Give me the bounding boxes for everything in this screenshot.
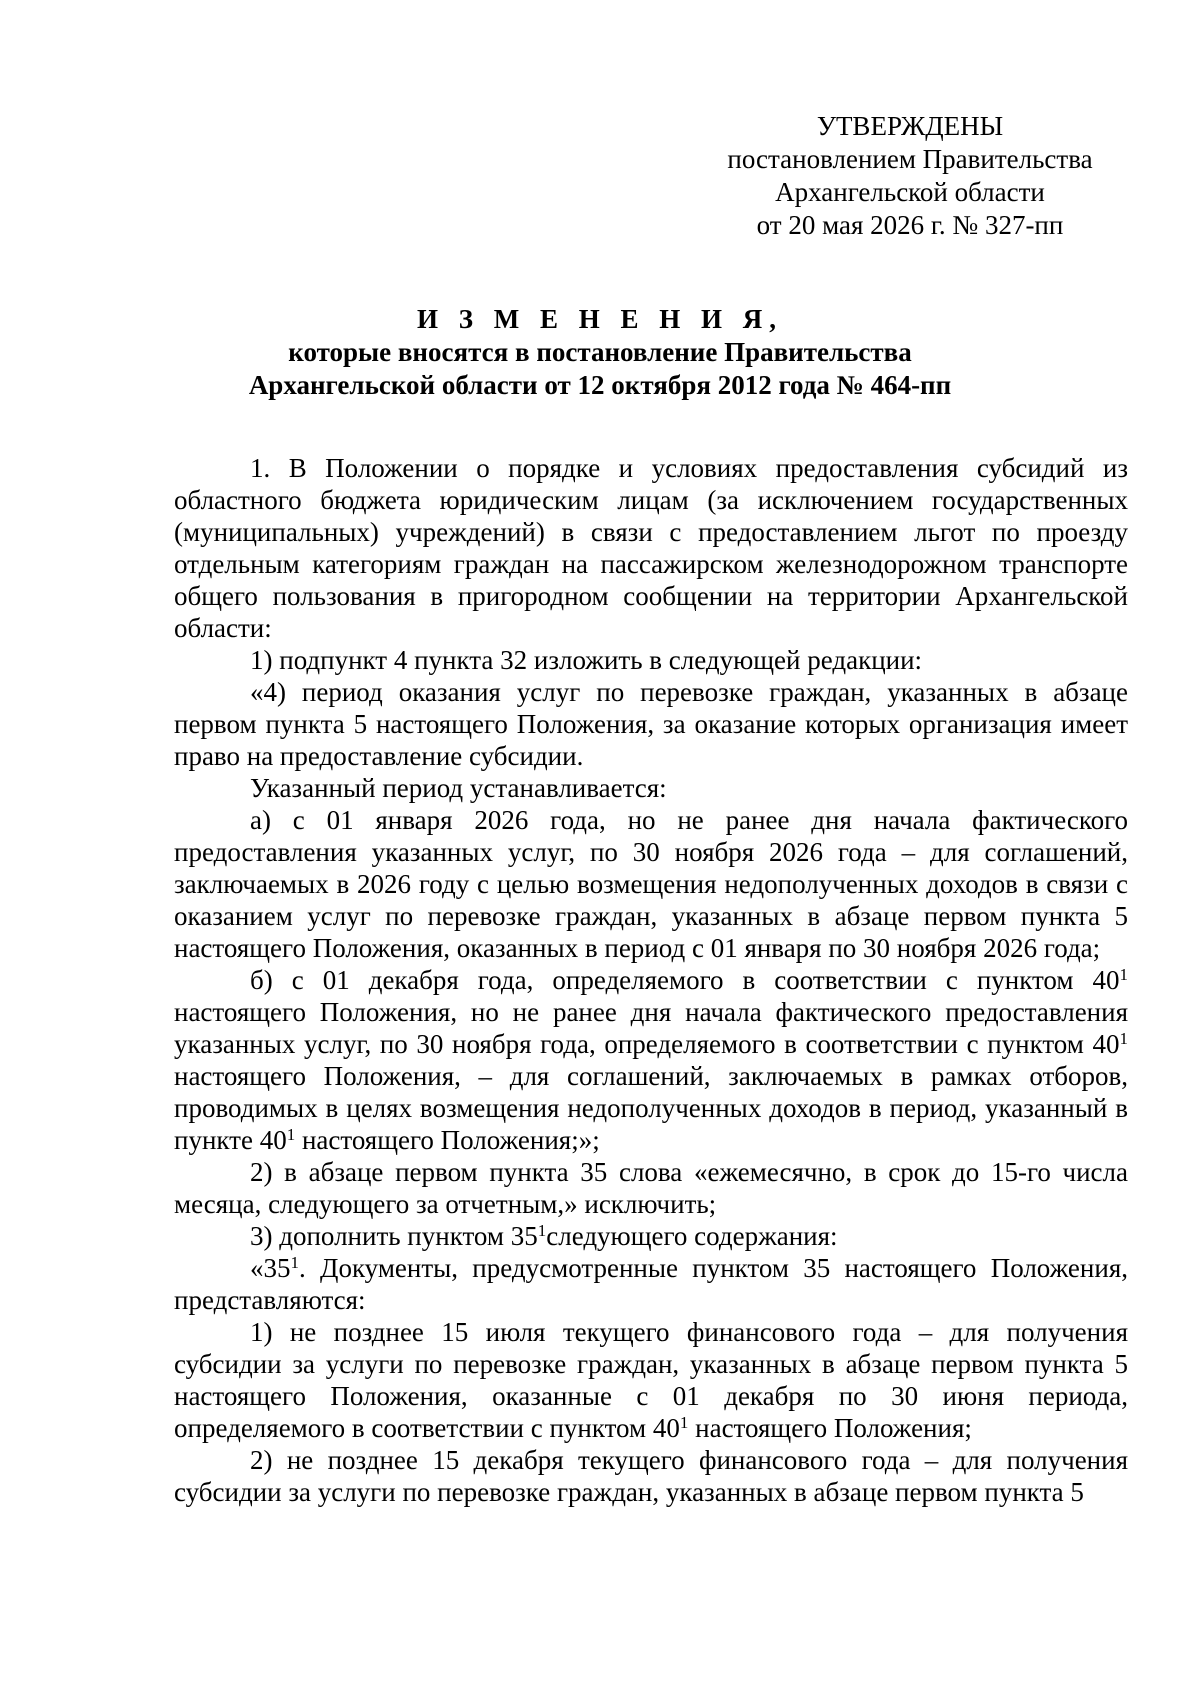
paragraph-text: . Документы, предусмотренные пунктом 35 настоящего Положения, представляются: — [174, 1253, 1128, 1315]
paragraph — [174, 1252, 1128, 1316]
approval-heading: УТВЕРЖДЕНЫ — [816, 111, 1004, 141]
paragraph — [174, 1220, 1128, 1252]
paragraph-text: «35 — [250, 1253, 291, 1283]
superscript: 1 — [286, 1125, 296, 1144]
superscript: 1 — [290, 1253, 299, 1272]
paragraph: «4) период оказания услуг по перевозке граждан, указанных в абзаце первом пункта 5 настоящего Положения, за оказание которых организация имеет право на предоставление субсидии. — [174, 677, 1128, 771]
title-subline: Архангельской области от 12 октября 2012 года № 464-пп — [248, 370, 952, 400]
paragraph — [174, 964, 1128, 1156]
paragraph-text: настоящего Положения, но не ранее дня начала фактического предоставления указанных услуг, по 30 ноября года, определяемого в соответствии с пунктом 40 — [174, 997, 1128, 1059]
approval-line: Архангельской области — [775, 177, 1045, 207]
paragraph-text: 1) не позднее 15 июля текущего финансового года – для получения субсидии за услуги по перевозке граждан, указанных в абзаце первом пункта 5 настоящего Положения, оказанные с 01 декабря по 30 июня периода, определяемого в соответствии с пунктом 40 — [174, 1317, 1128, 1443]
title-heading: И З М Е Н Е Н И Я, — [416, 304, 783, 334]
paragraph: Указанный период устанавливается: — [250, 773, 667, 803]
document-body — [174, 452, 1128, 1508]
paragraph: 2) в абзаце первом пункта 35 слова «ежемесячно, в срок до 15-го числа месяца, следующего за отчетным,» исключить; — [174, 1157, 1128, 1219]
paragraph-text: настоящего Положения; — [688, 1413, 972, 1443]
superscript: 1 — [679, 1413, 689, 1432]
paragraph — [174, 1316, 1128, 1444]
paragraph: 2) не позднее 15 декабря текущего финансового года – для получения субсидии за услуги по перевозке граждан, указанных в абзаце первом пункта 5 — [174, 1445, 1128, 1507]
document-title — [0, 303, 1200, 402]
superscript: 1 — [1119, 965, 1128, 984]
title-subline: которые вносятся в постановление Правительства — [288, 337, 912, 367]
approval-date: от 20 мая 2026 г. № 327-пп — [756, 210, 1064, 240]
paragraph-text: следующего содержания: — [546, 1221, 838, 1251]
paragraph-text: настоящего Положения, – для соглашений, заключаемых в рамках отборов, проводимых в целях возмещения недополученных доходов в период, указанный в пункте 40 — [174, 1061, 1128, 1155]
paragraph: 1. В Положении о порядке и условиях предоставления субсидий из областного бюджета юридическим лицам (за исключением государственных (муниципальных) учреждений) в связи с предоставлением льгот по проезду отдельным категориям граждан на пассажирском железнодорожном транспорте общего пользования в пригородном сообщении на территории Архангельской области: — [174, 453, 1128, 643]
paragraph-text: б) с 01 декабря года, определяемого в соответствии с пунктом 40 — [250, 965, 1120, 995]
superscript: 1 — [537, 1221, 547, 1240]
paragraph-text: настоящего Положения;»; — [295, 1125, 600, 1155]
paragraph: 1) подпункт 4 пункта 32 изложить в следующей редакции: — [250, 645, 923, 675]
approval-stamp — [700, 110, 1120, 242]
superscript: 1 — [1119, 1029, 1128, 1048]
paragraph-text: 3) дополнить пунктом 35 — [250, 1221, 538, 1251]
paragraph: а) с 01 января 2026 года, но не ранее дня начала фактического предоставления указанных услуг, по 30 ноября 2026 года – для соглашений, заключаемых в 2026 году с целью возмещения недополученных доходов в связи с оказанием услуг по перевозке граждан, указанных в абзаце первом пункта 5 настоящего Положения, оказанных в период с 01 января по 30 ноября 2026 года; — [174, 805, 1128, 963]
approval-line: постановлением Правительства — [727, 144, 1093, 174]
